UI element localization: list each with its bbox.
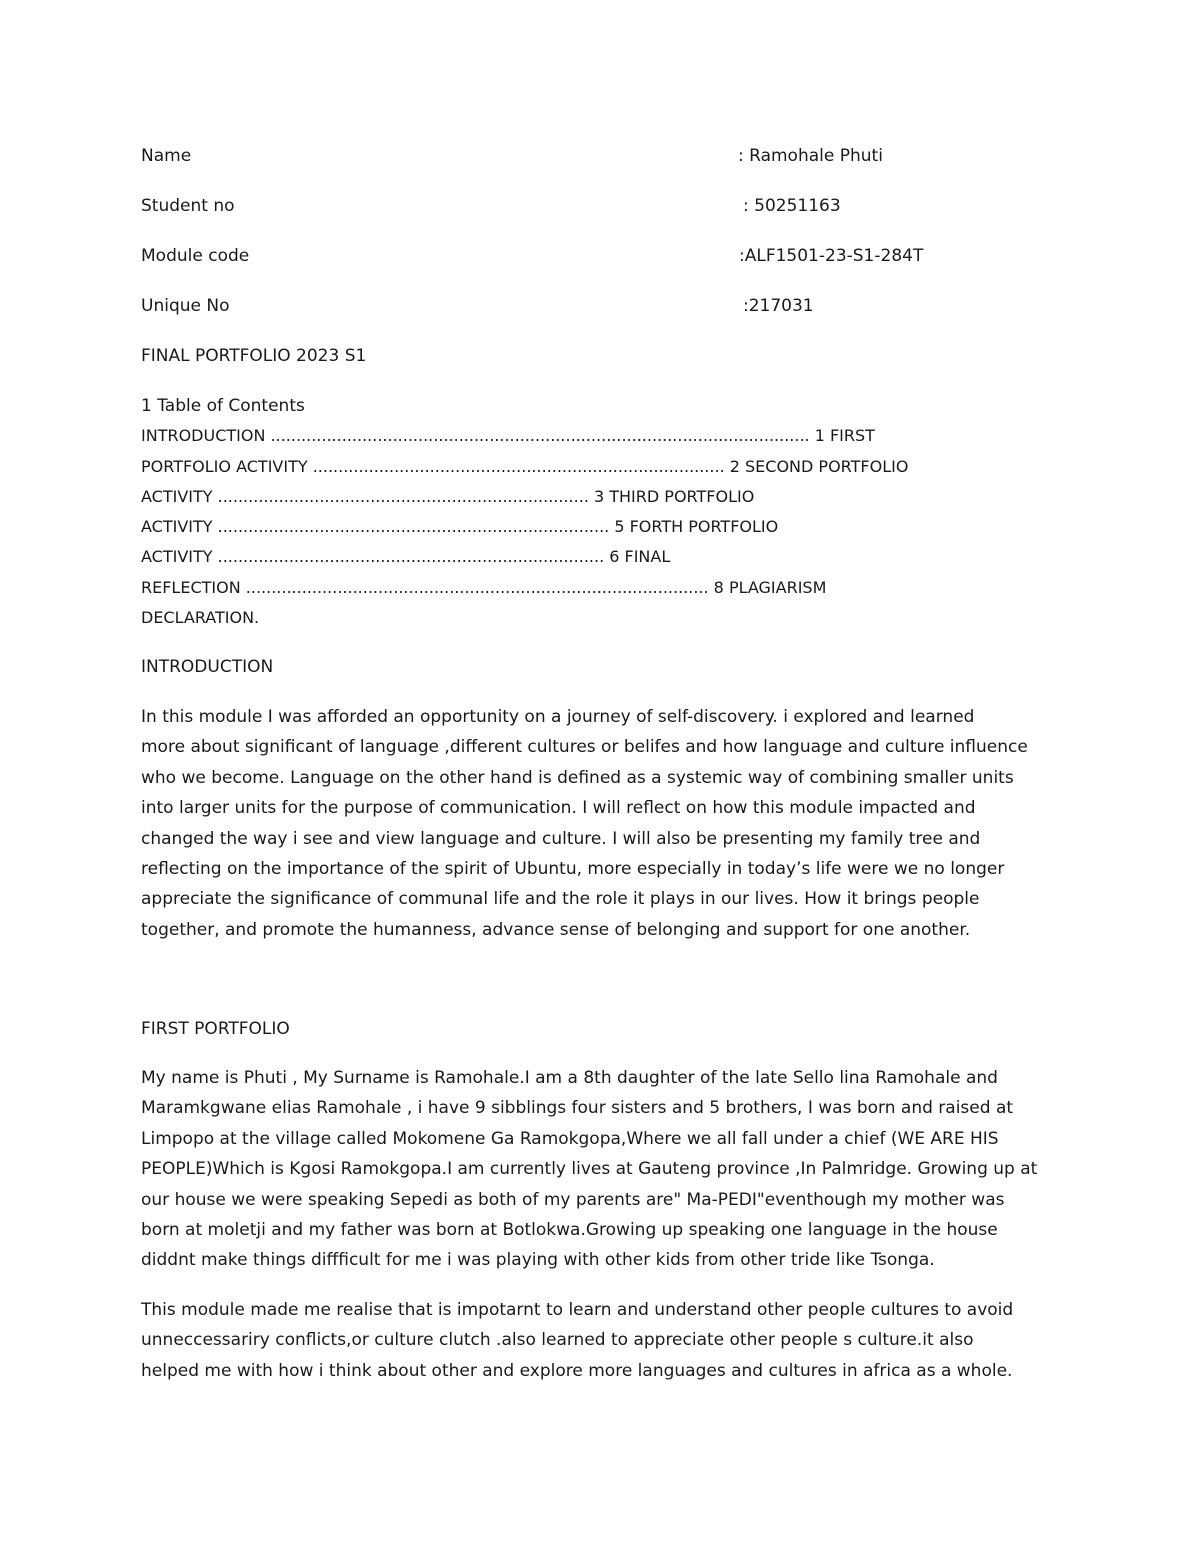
info-label: Module code <box>141 246 250 266</box>
paragraph-line: In this module I was afforded an opportunity on a journey of self-discovery. i explored and learned <box>141 707 975 727</box>
paragraph-line: Limpopo at the village called Mokomene Ga Ramokgopa,Where we all fall under a chief (WE ARE HIS <box>141 1128 999 1149</box>
paragraph-line: born at moletji and my father was born at Botlokwa.Growing up speaking one language in the house <box>141 1220 998 1241</box>
paragraph-line: My name is Phuti , My Surname is Ramohale.I am a 8th daughter of the late Sello lina Ramohale and <box>141 1068 998 1088</box>
paragraph-line: Maramkgwane elias Ramohale , i have 9 sibblings four sisters and 5 brothers, I was born and raised at <box>141 1098 1014 1119</box>
paragraph-line: changed the way i see and view language and culture. I will also be presenting my family tree and <box>141 828 981 849</box>
paragraph-line: our house we were speaking Sepedi as both of my parents are" Ma-PEDI"eventhough my mother was <box>141 1189 1005 1210</box>
section-heading-introduction: INTRODUCTION <box>141 657 274 677</box>
toc-line: PORTFOLIO ACTIVITY ................................................................................. 2 SECOND PORTFOLIO <box>141 457 909 476</box>
info-value: :ALF1501-23-S1-284T <box>739 246 924 266</box>
toc-heading: 1 Table of Contents <box>141 396 305 416</box>
info-value: :217031 <box>743 296 814 316</box>
toc-line: ACTIVITY ............................................................................ 6 FINAL <box>141 547 671 566</box>
toc-line: DECLARATION. <box>141 608 260 627</box>
toc-line: ACTIVITY ............................................................................. 5 FORTH PORTFOLIO <box>141 517 779 536</box>
paragraph-line: who we become. Language on the other hand is defined as a systemic way of combining smaller units <box>141 767 1014 788</box>
toc-line: ACTIVITY ......................................................................... 3 THIRD PORTFOLIO <box>141 487 755 506</box>
paragraph-line: PEOPLE)Which is Kgosi Ramokgopa.I am currently lives at Gauteng province ,In Palmridge. Growing up at <box>141 1159 1038 1180</box>
paragraph-line: This module made me realise that is impotarnt to learn and understand other people cultures to avoid <box>141 1300 1014 1320</box>
paragraph-line: appreciate the significance of communal life and the role it plays in our lives. How it brings people <box>141 889 980 910</box>
paragraph-line: more about significant of language ,different cultures or belifes and how language and culture influence <box>141 737 1028 758</box>
paragraph-line: reflecting on the importance of the spirit of Ubuntu, more especially in today’s life were we no longer <box>141 859 1005 880</box>
toc-line: REFLECTION ........................................................................................... 8 PLAGIARISM <box>141 578 827 597</box>
info-label: Unique No <box>141 296 230 316</box>
first-portfolio-paragraph-2 <box>141 1295 1071 1386</box>
paragraph-line: unneccessariry conflicts,or culture clutch .also learned to appreciate other people s culture.it also <box>141 1330 974 1351</box>
info-value: : Ramohale Phuti <box>738 146 883 166</box>
paragraph-line: together, and promote the humanness, advance sense of belonging and support for one another. <box>141 919 971 940</box>
section-heading-first-portfolio: FIRST PORTFOLIO <box>141 1019 290 1039</box>
info-label: Name <box>141 146 192 166</box>
document-title: FINAL PORTFOLIO 2023 S1 <box>141 346 367 366</box>
info-value: : 50251163 <box>743 196 841 216</box>
paragraph-line: diddnt make things diffficult for me i was playing with other kids from other tride like Tsonga. <box>141 1250 935 1271</box>
paragraph-line: into larger units for the purpose of communication. I will reflect on how this module impacted and <box>141 798 976 819</box>
paragraph-line: helped me with how i think about other and explore more languages and cultures in africa as a whole. <box>141 1360 1013 1381</box>
info-label: Student no <box>141 196 235 216</box>
first-portfolio-paragraph-1 <box>141 1063 1071 1276</box>
toc-line: INTRODUCTION .......................................................................................................... 1 FIRST <box>141 426 875 445</box>
introduction-paragraph <box>141 702 1071 945</box>
